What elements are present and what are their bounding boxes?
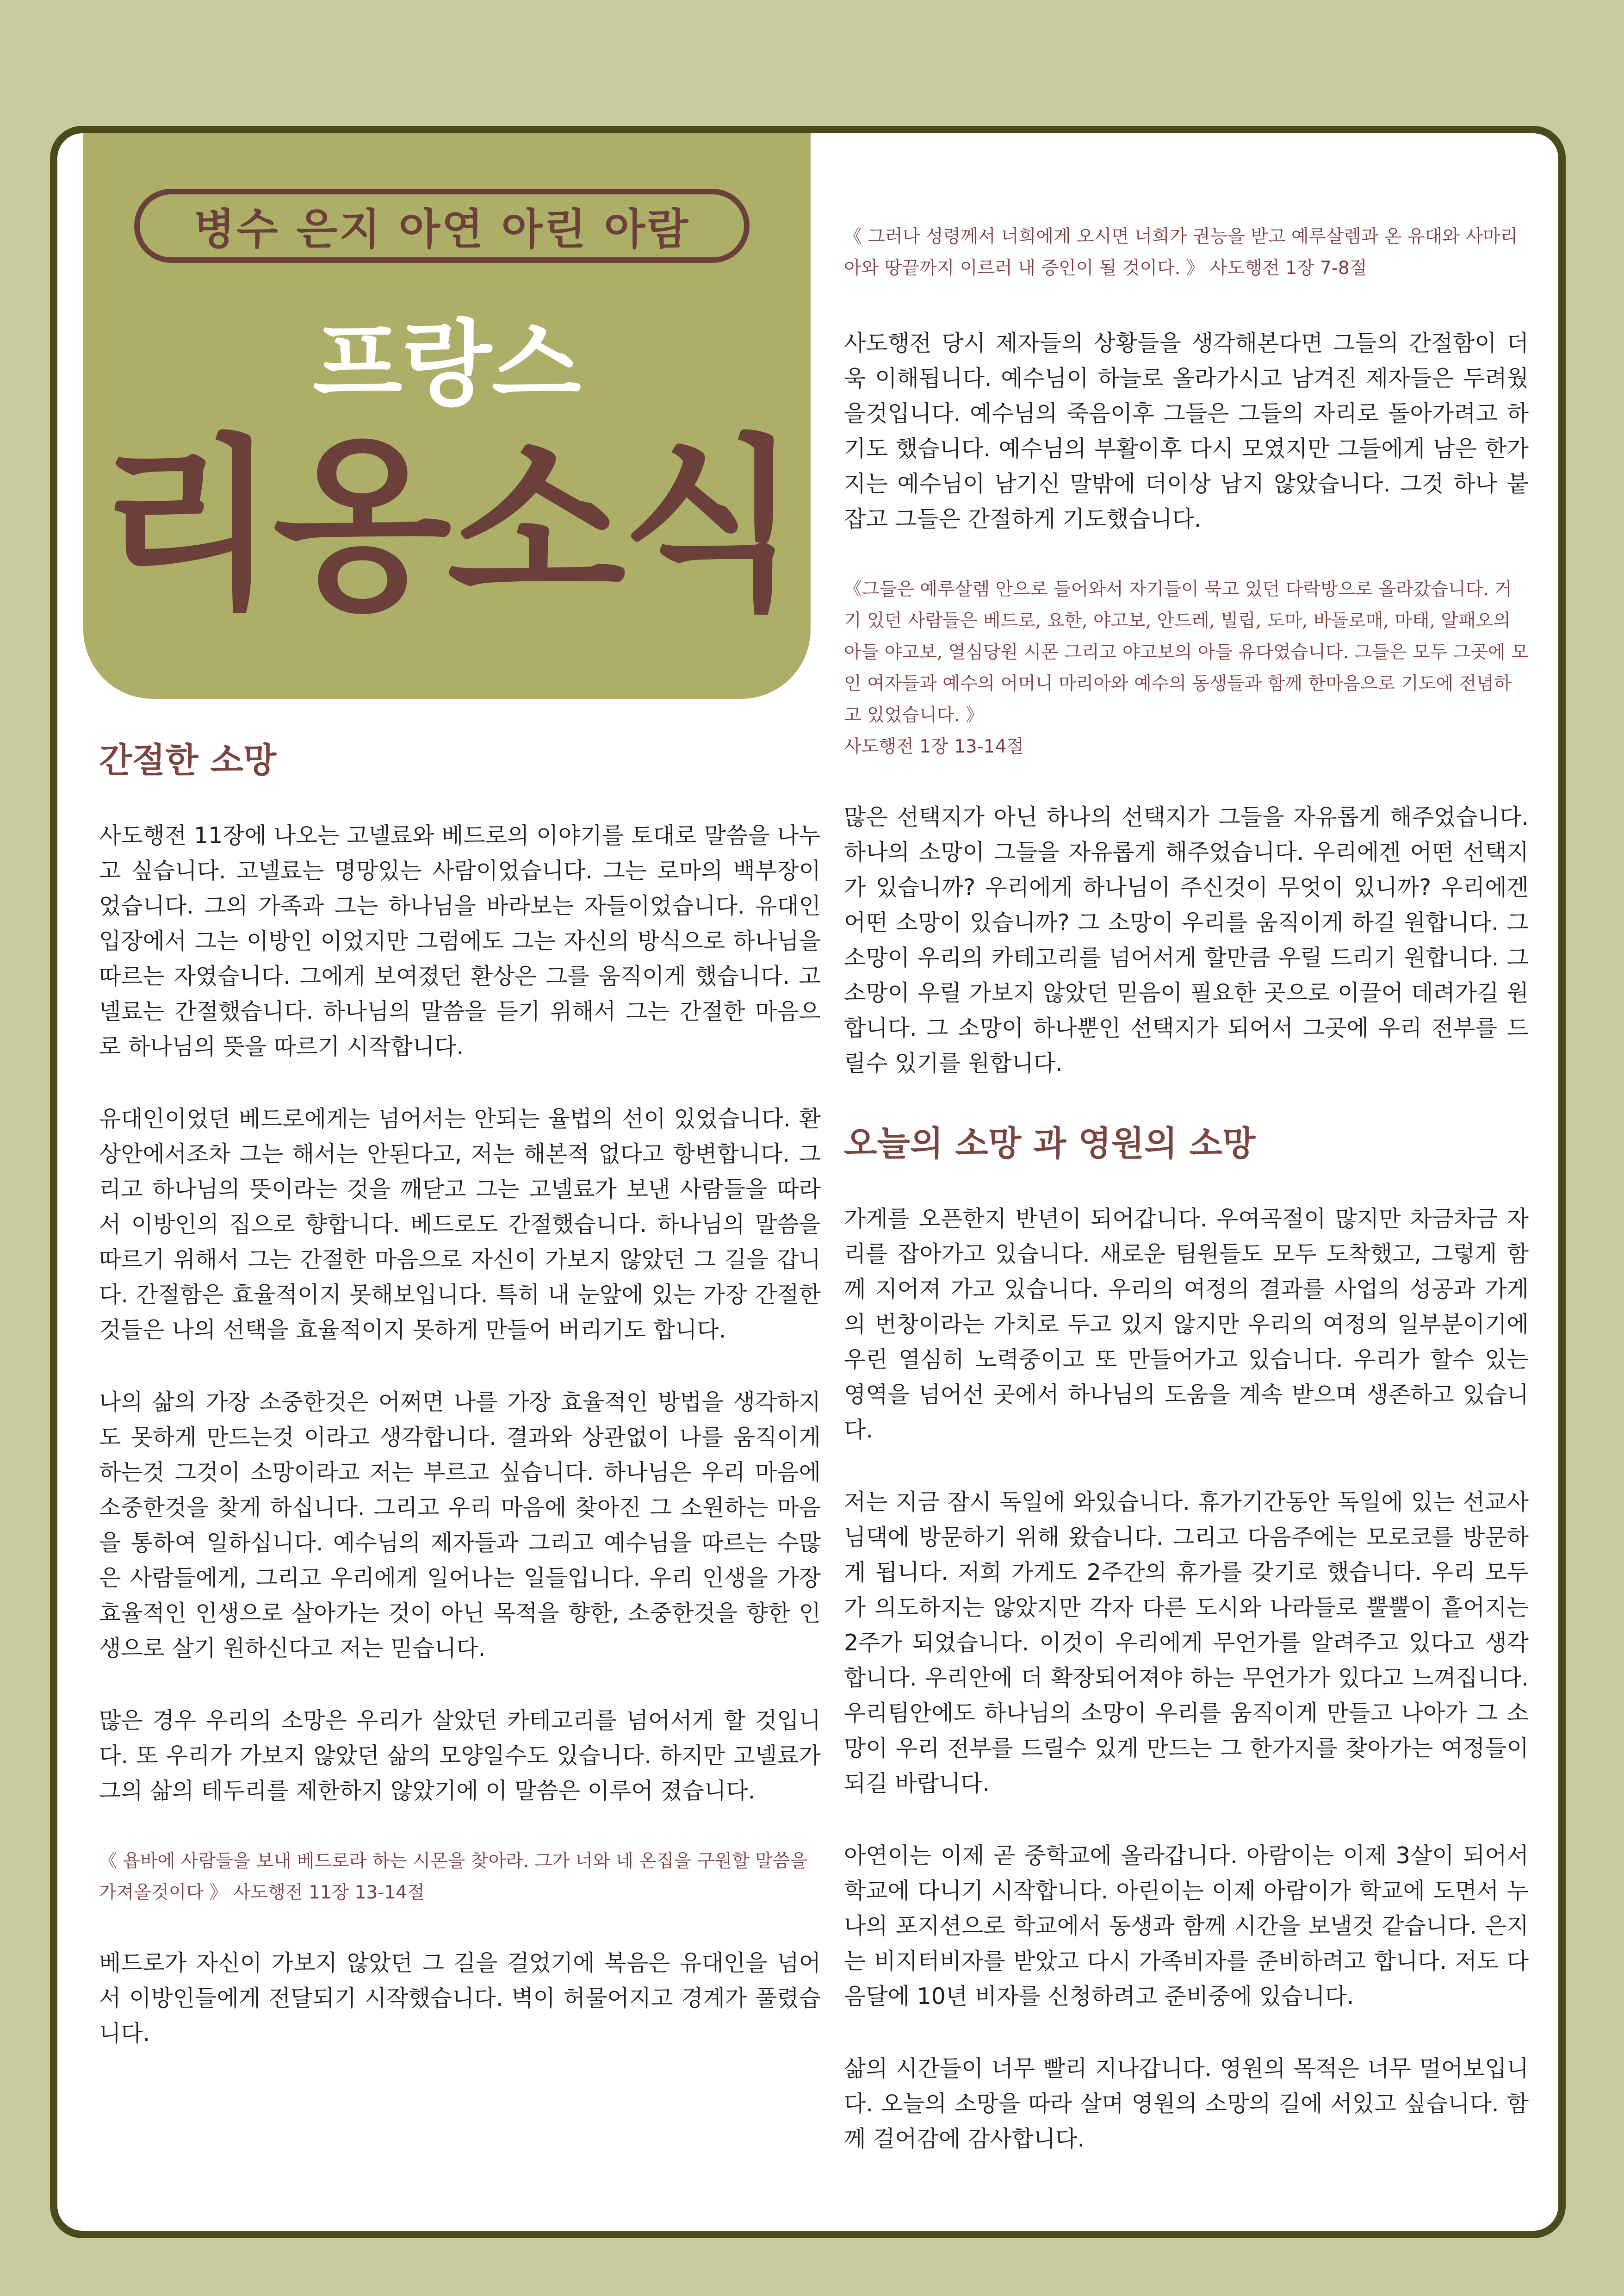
body-paragraph: 사도행전 11장에 나오는 고넬료와 베드로의 이야기를 토대로 말씀을 나누고 싶습니다. 고넬료는 명망있는 사람이었습니다. 그는 로마의 백부장이었습니다. 그의 가족과 그는 하나님을 바라보는 자들이었습니다. 유대인 입장에서 그는 이방인 이었지만 그럼에도 그는 자신의 방식으로 하나님을 따르는 자였습니다. 그에게 보여졌던 환상은 그를 움직이게 했습니다. 고넬료는 간절했습니다. 하나님의 말씀을 듣기 위해서 그는 간절한 마음으로 하나님의 뜻을 따르기 시작합니다. [99,822,821,1060]
scripture-quote [844,221,1529,284]
body-paragraph: 나의 삶의 가장 소중한것은 어쩌면 나를 가장 효율적인 방법을 생각하지도 못하게 만드는것 이라고 생각합니다. 결과와 상관없이 나를 움직이게 하는것 그것이 소망이라고 저는 부르고 싶습니다. 하나님은 우리 마음에 소중한것을 찾게 하십니다. 그리고 우리 마음에 찾아진 그 소원하는 마음을 통하여 일하십니다. 예수님의 제자들과 그리고 예수님을 따르는 수많은 사람들에게, 그리고 우리에게 일어나는 일들입니다. 우리 인생을 가장 효율적인 인생으로 살아가는 것이 아닌 목적을 향한, 소중한것을 향한 인생으로 살기 원하신다고 저는 믿습니다. [99,1389,821,1661]
body-paragraph: 삶의 시간들이 너무 빨리 지나갑니다. 영원의 목적은 너무 멀어보입니다. 오늘의 소망을 따라 살며 영원의 소망의 길에 서있고 싶습니다. 함께 걸어감에 감사합니다. [844,2055,1529,2152]
scripture-quote [99,1846,821,1909]
header-block [83,133,811,699]
quote-reference: 사도행전 1장 7-8절 [1210,258,1367,279]
quote-reference: 사도행전 11장 13-14절 [233,1882,425,1903]
body-paragraph: 가게를 오픈한지 반년이 되어갑니다. 우여곡절이 많지만 차금차금 자리를 잡아가고 있습니다. 새로운 팀원들도 모두 도착했고, 그렇게 함께 지어져 가고 있습니다. 우리의 여정의 결과를 사업의 성공과 가게의 번창이라는 가치로 두고 있지 않지만 우리의 여정의 일부분이기에 우린 열심히 노력중이고 또 만들어가고 있습니다. 우리가 할수 있는 영역을 넘어선 곳에서 하나님의 도움을 계속 받으며 생존하고 있습니다. [844,1206,1529,1443]
header-subtitle: 프랑스 [313,311,581,418]
newsletter-card [50,126,1566,2238]
quote-text: 《그들은 예루살렘 안으로 들어와서 자기들이 묵고 있던 다락방으로 올라갔습니다. 거기 있던 사람들은 베드로, 요한, 야고보, 안드레, 빌립, 도마, 바돌로매, 마태, 알패오의 아들 야고보, 열심당원 시몬 그리고 야고보의 아들 유다였습니다. 그들은 모두 그곳에 모인 여자들과 예수의 어머니 마리아와 예수의 동생들과 함께 한마음으로 기도에 전념하고 있었습니다. 》 [844,579,1529,726]
section-heading: 오늘의 소망 과 영원의 소망 [844,1124,1256,1164]
section-heading: 간절한 소망 [99,740,277,780]
right-column [844,221,1529,2194]
body-paragraph: 많은 경우 우리의 소망은 우리가 살았던 카테고리를 넘어서게 할 것입니다. 또 우리가 가보지 않았던 삶의 모양일수도 있습니다. 하지만 고넬료가 그의 삶의 테두리를 제한하지 않았기에 이 말씀은 이루어 졌습니다. [99,1707,821,1804]
quote-text: 《 그러나 성령께서 너희에게 오시면 너희가 권능을 받고 예루살렘과 온 유대와 사마리아와 땅끝까지 이르러 내 증인이 될 것이다. 》 [844,226,1518,279]
quote-reference: 사도행전 1장 13-14절 [844,736,1024,757]
left-column [99,735,821,2088]
body-paragraph: 유대인이었던 베드로에게는 넘어서는 안되는 율법의 선이 있었습니다. 환상안에서조차 그는 해서는 안된다고, 저는 해본적 없다고 항변합니다. 그리고 하나님의 뜻이라는 것을 깨닫고 그는 고넬료가 보낸 사람들을 따라서 이방인의 집으로 향합니다. 베드로도 간절했습니다. 하나님의 말씀을 따르기 위해서 그는 간절한 마음으로 자신이 가보지 않았던 그 길을 갑니다. 간절함은 효율적이지 못해보입니다. 특히 내 눈앞에 있는 가장 간절한 것들은 나의 선택을 효율적이지 못하게 만들어 버리기도 합니다. [99,1106,821,1343]
header-title: 리옹소식 [99,419,795,634]
scripture-quote [844,574,1529,763]
quote-text: 《 욥바에 사람들을 보내 베드로라 하는 시몬을 찾아라. 그가 너와 네 온집을 구원할 말씀을 가져올것이다 》 [99,1851,808,1903]
body-paragraph: 저는 지금 잠시 독일에 와있습니다. 휴가기간동안 독일에 있는 선교사님댁에 방문하기 위해 왔습니다. 그리고 다음주에는 모로코를 방문하게 됩니다. 저희 가게도 2주간의 휴가를 갖기로 했습니다. 우리 모두가 의도하지는 않았지만 각자 다른 도시와 나라들로 뿔뿔이 흩어지는 2주가 되었습니다. 이것이 우리에게 무언가를 알려주고 있다고 생각합니다. 우리안에 더 확장되어져야 하는 무언가가 있다고 느껴집니다. 우리팀안에도 하나님의 소망이 우리를 움직이게 만들고 나아가 그 소망이 우리 전부를 드릴수 있게 만드는 그 한가지를 찾아가는 여정들이 되길 바랍니다. [844,1489,1529,1797]
body-paragraph: 아연이는 이제 곧 중학교에 올라갑니다. 아람이는 이제 3살이 되어서 학교에 다니기 시작합니다. 아린이는 이제 아람이가 학교에 도면서 누나의 포지션으로 학교에서 동생과 함께 시간을 보낼것 같습니다. 은지는 비지터비자를 받았고 다시 가족비자를 준비하려고 합니다. 저도 다음달에 10년 비자를 신청하려고 준비중에 있습니다. [844,1842,1529,2010]
family-names-badge: 병수 은지 아연 아린 아람 [134,189,750,263]
body-paragraph: 많은 선택지가 아닌 하나의 선택지가 그들을 자유롭게 해주었습니다. 하나의 소망이 그들을 자유롭게 해주었습니다. 우리에겐 어떤 선택지가 있습니까? 우리에게 하나님이 주신것이 무엇이 있니까? 우리에겐 어떤 소망이 있습니까? 그 소망이 우리를 움직이게 하길 원합니다. 그 소망이 우리의 카테고리를 넘어서게 할만큼 우릴 드리기 원합니다. 그 소망이 우릴 가보지 않았던 믿음이 필요한 곳으로 이끌어 데려가길 원합니다. 그 소망이 하나뿐인 선택지가 되어서 그곳에 우리 전부를 드릴수 있기를 원합니다. [844,804,1529,1076]
body-paragraph: 베드로가 자신이 가보지 않았던 그 길을 걸었기에 복음은 유대인을 넘어서 이방인들에게 전달되기 시작했습니다. 벽이 허물어지고 경계가 풀렸습니다. [99,1950,821,2047]
body-paragraph: 사도행전 당시 제자들의 상황들을 생각해본다면 그들의 간절함이 더욱 이해됩니다. 예수님이 하늘로 올라가시고 남겨진 제자들은 두려웠을것입니다. 예수님의 죽음이후 그들은 그들의 자리로 돌아가려고 하기도 했습니다. 예수님의 부활이후 다시 모였지만 그들에게 남은 한가지는 예수님이 남기신 말밖에 더이상 남지 않았습니다. 그것 하나 붙잡고 그들은 간절하게 기도했습니다. [844,330,1529,532]
